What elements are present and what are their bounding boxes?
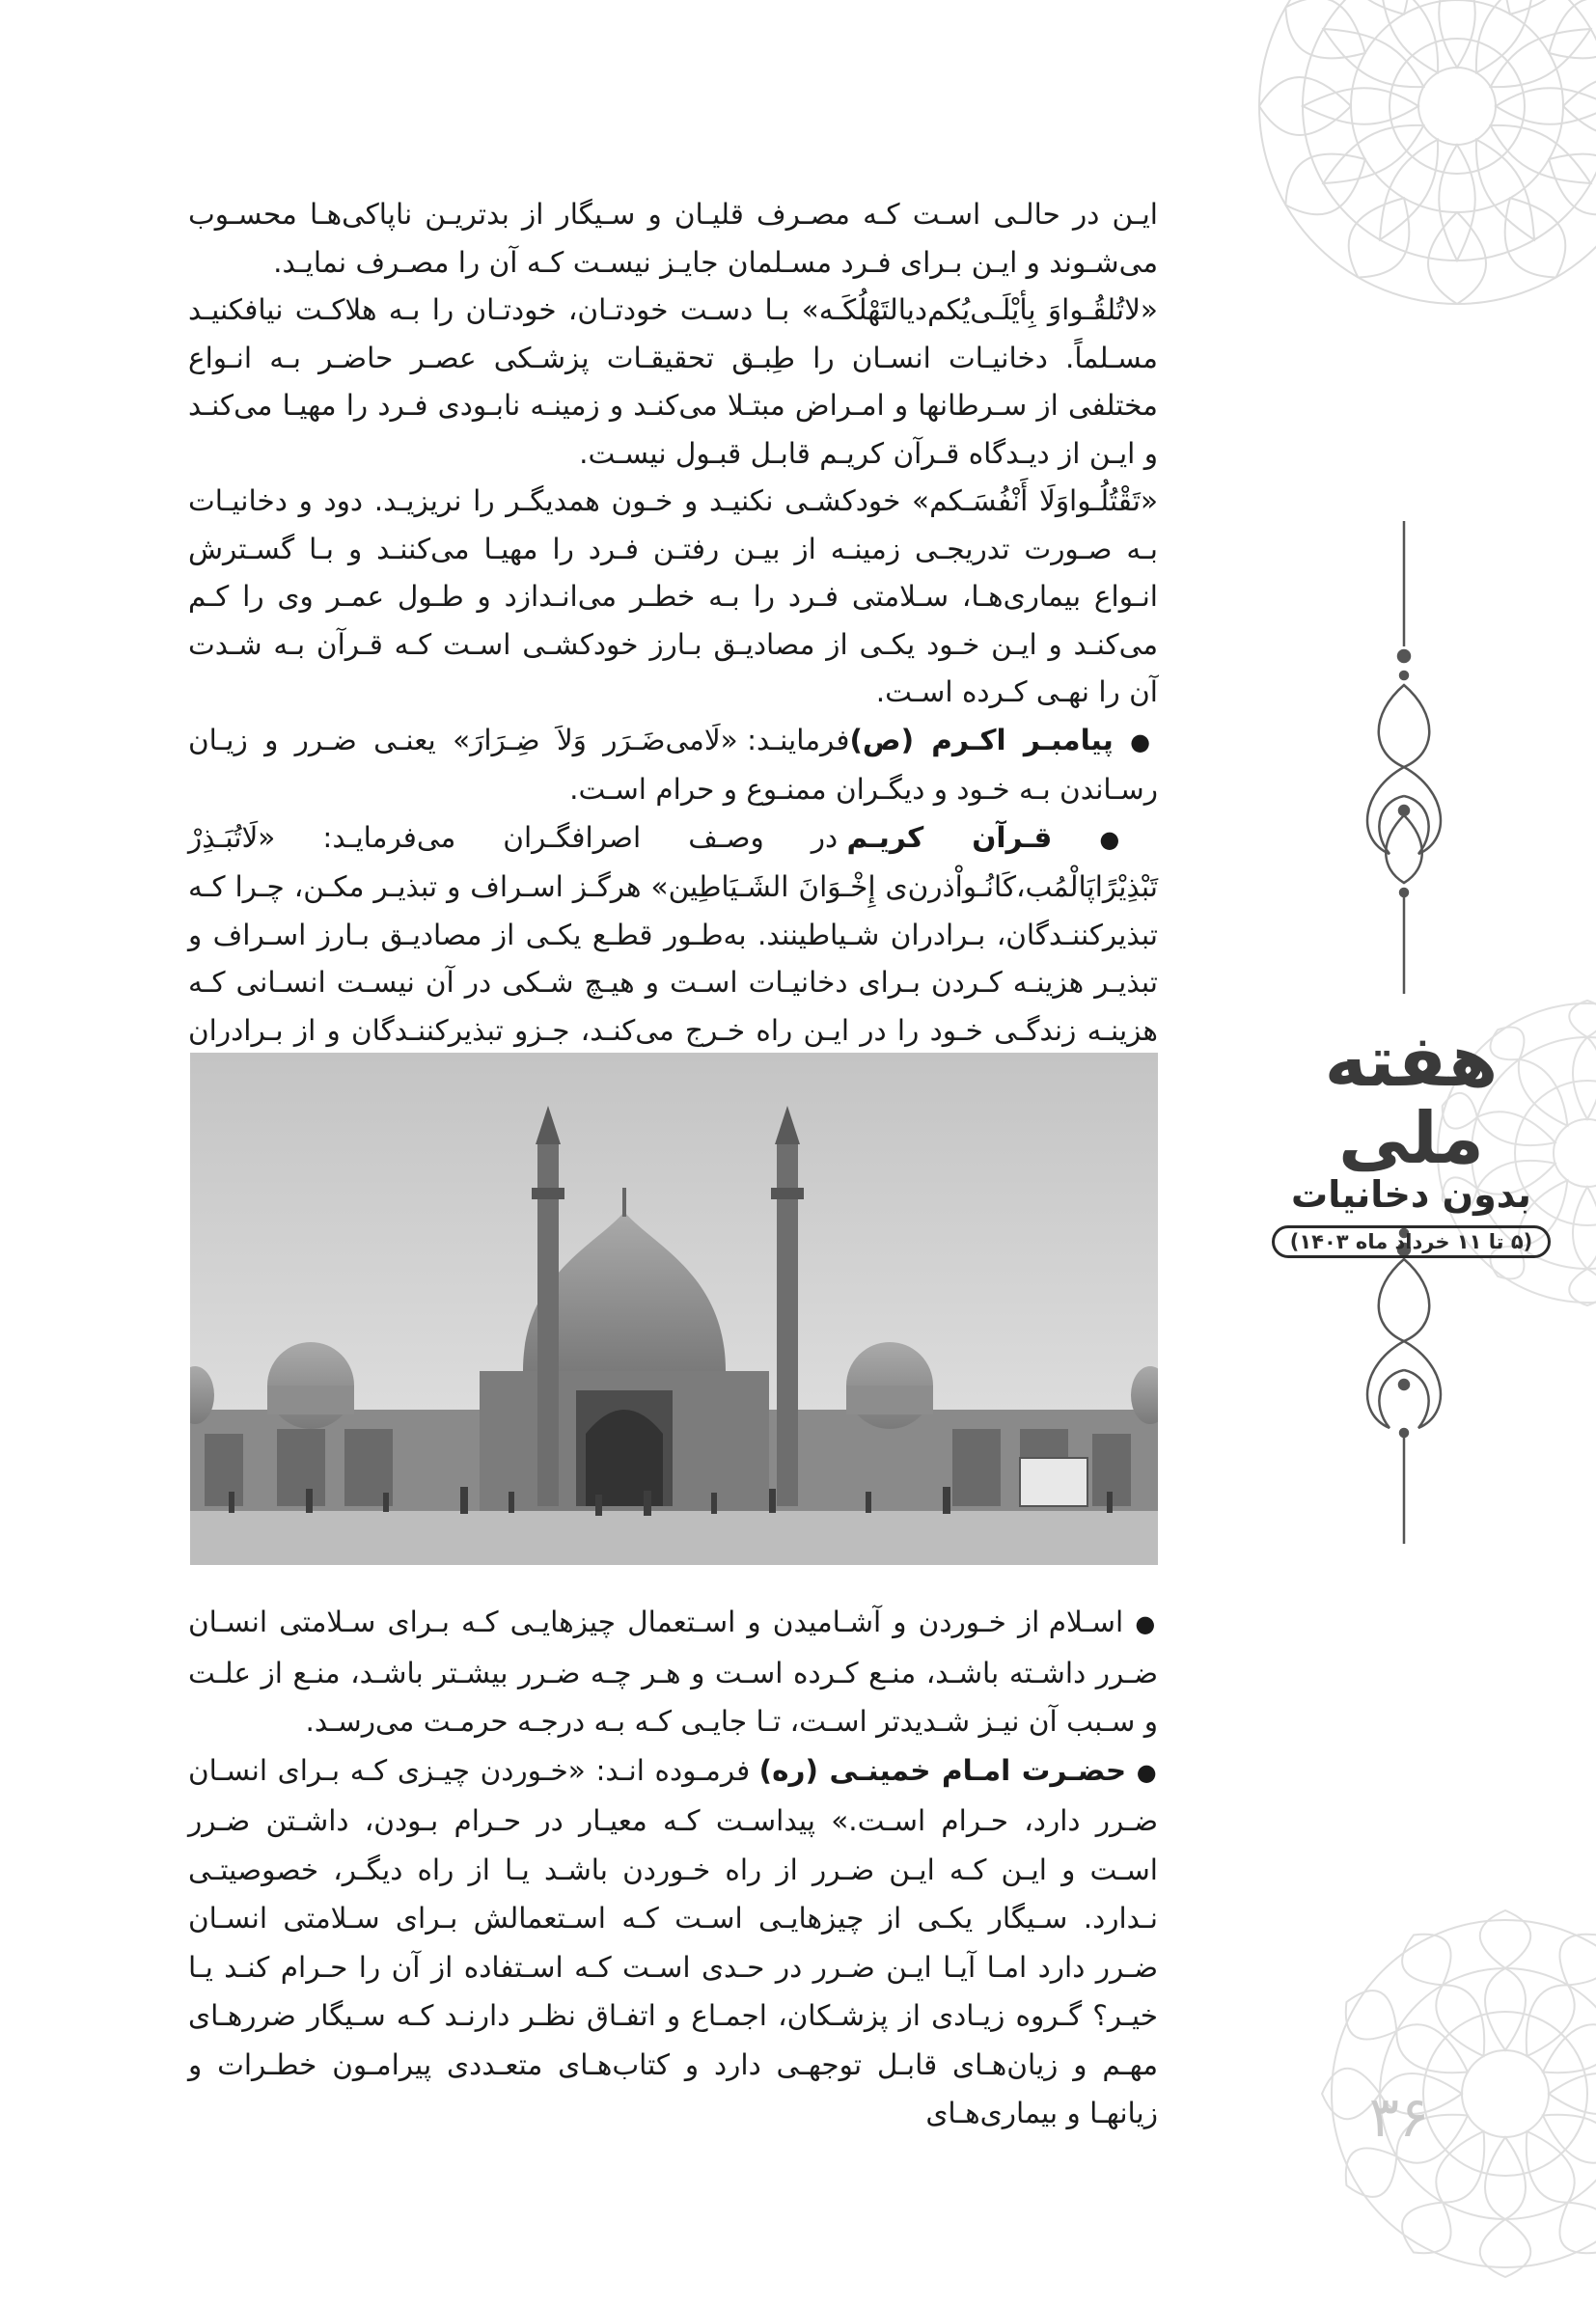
brand-subtitle: بدون دخانیات xyxy=(1291,1173,1531,1216)
bullet-icon: ● xyxy=(1130,727,1158,755)
paragraph: ایـن در حالـی اسـت کـه مصـرف قلیـان و سـیگار از بدتریـن ناپاکی‌هـا محسـوب می‌شـوند و ایـن بـرای فـرد مسـلمان جایـز نیسـت کـه آن را مصـرف نمایـد. xyxy=(188,198,1158,279)
vertical-flourish-top xyxy=(1351,521,1457,994)
vertical-flourish-bottom xyxy=(1351,1225,1457,1544)
body-text-top xyxy=(188,191,1158,1103)
bullet-icon: ● xyxy=(1136,1758,1158,1786)
bullet-icon: ● xyxy=(1099,825,1158,853)
bullet-icon: ● xyxy=(1135,1610,1158,1637)
bullet-paragraph: ● پیامبـر اکـرم (ص)فرماینـد: «لَامی‌ضَـرَر وَلاَ ضِـرَارَ» یعنـی ضـرر و زیـان رسـاندن بـه خـود و دیگـران ممنـوع و حرام اسـت. xyxy=(188,723,1158,806)
paragraph: «تَقْتُلُـواوَلَا أَنْفُسَـکم» خودکشـی نکنیـد و خـون همدیگـر را نریزیـد. دود و دخانیـات بـه صـورت تدریجـی زمینـه از بیـن رفتـن فـرد را مهیـا می‌کننـد و بـا گسـترش انـواع بیماری‌هـا، سـلامتی فـرد را بـه خطـر می‌انـدازد و طـول عمـر وی را کـم می‌کنـد و ایـن خـود یکـی از مصادیـق بـارز خودکشـی اسـت کـه قـرآن بـه شـدت آن را نهـی کـرده اسـت. xyxy=(188,484,1158,708)
mandala-ornament-top-right xyxy=(1245,0,1596,318)
bold-lead: قـرآن کریـم xyxy=(846,820,1053,854)
brand-title: هفته ملی xyxy=(1324,1020,1499,1180)
page-number: ۳۶ xyxy=(1368,2084,1430,2150)
bullet-paragraph: ● قـرآن کریـم در وصـف اصرافگـران می‌فرمایـد: «لَاتُبَـذِرْ تَبْذِیْرًاپَالْمُب،کَانُـواْذرن‌ی إِخْـوَانَ الشَـیَاطِین» هرگـز اسـراف و تبذیـر مکـن، چـرا کـه تبذیرکننـدگان، بـرادران شـیاطینند. به‌طـور قطـع یکـی از مصادیـق بـارز اسـراف و تبذیـر هزینـه کـردن بـرای دخانیـات اسـت و هیـچ شـکی در آن نیسـت انسـانی کـه هزینـه زندگـی خـود را در ایـن راه خـرج می‌کنـد، جـزو تبذیرکننـدگان و از بـرادران xyxy=(188,820,1158,1047)
brand-logo xyxy=(1245,1020,1578,1253)
paragraph: «لاتُلقُـواوَ بِأیْلَـی‌یُکم‌دیالتَهْلُکَـه» بـا دسـت خودتـان، خودتـان را بـه هلاکـت نیافکنیـد مسـلماً. دخانیـات انسـان را طِبـق تحقیقـات پزشـکی عصـر حاضـر بـه انـواع مختلفی از سـرطانها و امـراض مبتـلا می‌کنـد و زمینـه نابـودی فـرد را مهیـا می‌کنـد و ایـن از دیـدگاه قـرآن کریـم قابـل قبـول نیسـت. xyxy=(188,293,1158,470)
bold-lead: پیامبـر اکـرم (ص) xyxy=(849,723,1114,756)
bold-lead: حضـرت امـام خمینـی (ره) xyxy=(758,1753,1127,1787)
brand-dates: (۵ تا ۱۱ خرداد ماه ۱۴۰۳) xyxy=(1272,1225,1552,1258)
body-text-bottom xyxy=(188,1598,1158,2138)
bullet-paragraph: ● حضـرت امـام خمینـی (ره) فرمـوده انـد: «خـوردن چیـزی کـه بـرای انسـان ضـرر دارد، حـرام اسـت.» پیداسـت کـه معیـار در حـرام بـودن، داشـتن ضـرر اسـت و ایـن کـه ایـن ضـرر از راه خـوردن باشـد یـا از راه دیگـر، خصوصیتـی نـدارد. سـیگار یکـی از چیزهایـی اسـت کـه اسـتعمالش بـرای سـلامتی انسـان ضـرر دارد امـا آیـا ایـن ضـرر در حـدی اسـت کـه اسـتفاده از آن را حـرام کنـد یـا خیـر؟ گـروه زیـادی از پزشـکان، اجمـاع و اتفـاق نظـر دارنـد کـه سـیگار ضررهـای مهـم و زیان‌هـای قابـل توجهـی دارد و کتاب‌هـای متعـددی پیرامـون خطـرات و زیانهـا و بیماری‌هـای xyxy=(188,1753,1158,2129)
mosque-photo xyxy=(190,1053,1158,1565)
bullet-paragraph: ● اسـلام از خـوردن و آشـامیدن و اسـتعمال چیزهایـی کـه بـرای سـلامتی انسـان ضـرر داشـته باشـد، منـع کـرده اسـت و هـر چـه ضـرر بیشـتر باشـد، منـع از علـت و سـبب آن نیـز شـدیدتر اسـت، تـا جایـی کـه بـه درجـه حرمـت می‌رسـد. xyxy=(188,1606,1158,1738)
